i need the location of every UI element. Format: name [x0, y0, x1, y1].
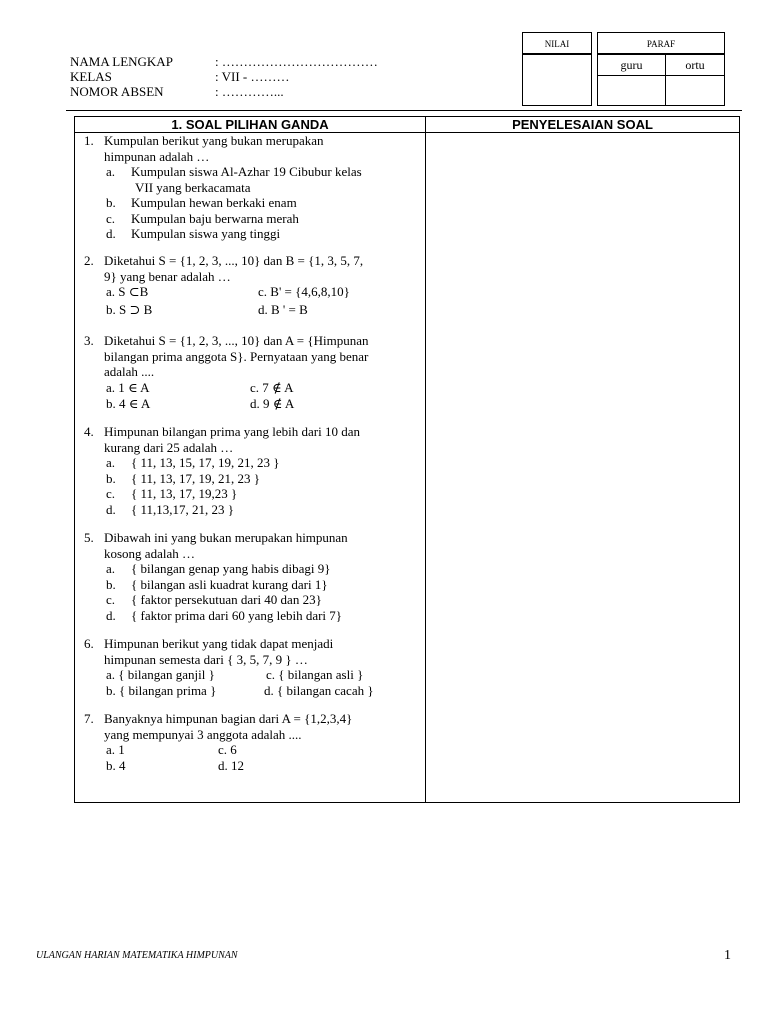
question-text: bilangan prima anggota S}. Pernyataan yang benar [104, 348, 369, 364]
guru-header: guru [597, 54, 666, 76]
option-a[interactable]: a. { bilangan ganjil } [106, 667, 215, 682]
option-c[interactable]: c. 6 [218, 742, 237, 757]
option-b[interactable]: b. 4 ∈ A [106, 395, 151, 411]
option-a[interactable]: a. { 11, 13, 15, 17, 19, 21, 23 } [106, 455, 280, 470]
question-text: Himpunan berikut yang tidak dapat menjadi [104, 636, 334, 651]
nilai-header: NILAI [522, 32, 592, 54]
page-number: 1 [724, 948, 731, 963]
option-b[interactable]: b. Kumpulan hewan berkaki enam [106, 195, 297, 210]
option-c[interactable]: c. B' = {4,6,8,10} [258, 284, 350, 299]
question-text: 9} yang benar adalah … [104, 268, 231, 284]
class-field[interactable]: : VII - ……… [215, 69, 290, 84]
question-text: kosong adalah … [104, 545, 195, 561]
question-5 [84, 530, 424, 623]
question-number: 4. [84, 424, 94, 439]
absen-field[interactable]: : …………... [215, 84, 284, 99]
name-label: NAMA LENGKAP [70, 54, 173, 69]
guru-signature-box [597, 75, 666, 106]
question-number: 1. [84, 133, 94, 148]
question-text: yang mempunyai 3 anggota adalah .... [104, 726, 302, 742]
question-number: 5. [84, 530, 94, 545]
question-number: 3. [84, 333, 94, 348]
option-d[interactable]: d. 9 ∉ A [250, 395, 295, 411]
question-number: 7. [84, 711, 94, 726]
name-field[interactable]: : ……………………………… [215, 54, 378, 69]
header-separator [66, 110, 742, 111]
question-text: kurang dari 25 adalah … [104, 439, 234, 455]
ortu-signature-box [665, 75, 725, 106]
option-d[interactable]: d. 12 [218, 757, 244, 773]
question-text: himpunan adalah … [104, 148, 210, 164]
option-a[interactable]: a. { bilangan genap yang habis dibagi 9} [106, 561, 331, 576]
question-text: Kumpulan berikut yang bukan merupakan [104, 133, 324, 148]
option-a[interactable]: a. 1 ∈ A [106, 379, 150, 395]
option-d[interactable]: d. { 11,13,17, 21, 23 } [106, 501, 234, 517]
question-text: himpunan semesta dari { 3, 5, 7, 9 } … [104, 651, 308, 667]
section-title-multiple-choice: 1. SOAL PILIHAN GANDA [171, 117, 329, 132]
option-b[interactable]: b. S ⊃ B [106, 302, 153, 317]
section-title-solutions: PENYELESAIAN SOAL [512, 117, 653, 132]
question-4 [84, 424, 424, 517]
question-text: Banyaknya himpunan bagian dari A = {1,2,3,4} [104, 711, 353, 726]
question-text: Diketahui S = {1, 2, 3, ..., 10} dan A = {Himpunan [104, 333, 369, 348]
option-d[interactable]: d. { faktor prima dari 60 yang lebih dari 7} [106, 607, 343, 623]
option-a-continued: VII yang berkacamata [135, 179, 251, 195]
question-text: adalah .... [104, 364, 155, 379]
question-6 [84, 636, 424, 698]
footer-title: ULANGAN HARIAN MATEMATIKA HIMPUNAN [36, 950, 238, 961]
question-number: 2. [84, 253, 94, 268]
ortu-header: ortu [665, 54, 725, 76]
question-number: 6. [84, 636, 94, 651]
option-c[interactable]: c. Kumpulan baju berwarna merah [106, 210, 299, 226]
option-b[interactable]: b. { 11, 13, 17, 19, 21, 23 } [106, 470, 260, 486]
option-d[interactable]: d. B ' = B [258, 302, 308, 317]
option-a[interactable]: a. 1 [106, 742, 125, 757]
option-a[interactable]: a. S ⊂B [106, 284, 149, 299]
option-c[interactable]: c. { 11, 13, 17, 19,23 } [106, 486, 238, 501]
option-b[interactable]: b. { bilangan prima } [106, 682, 217, 698]
question-text: Diketahui S = {1, 2, 3, ..., 10} dan B = {1, 3, 5, 7, [104, 253, 364, 268]
solution-area[interactable] [427, 134, 738, 801]
option-b[interactable]: b. { bilangan asli kuadrat kurang dari 1} [106, 576, 328, 592]
option-c[interactable]: c. { bilangan asli } [266, 667, 364, 682]
option-b[interactable]: b. 4 [106, 757, 126, 773]
nilai-box [522, 54, 592, 106]
absen-label: NOMOR ABSEN [70, 84, 164, 99]
option-c[interactable]: c. { faktor persekutuan dari 40 dan 23} [106, 592, 322, 607]
option-a[interactable]: a. Kumpulan siswa Al-Azhar 19 Cibubur kelas [106, 164, 362, 179]
question-3 [84, 333, 424, 412]
question-text: Dibawah ini yang bukan merupakan himpunan [104, 530, 348, 545]
question-2 [84, 253, 424, 320]
class-label: KELAS [70, 69, 112, 84]
question-1 [84, 133, 424, 242]
option-d[interactable]: d. { bilangan cacah } [264, 682, 374, 698]
question-7 [84, 711, 424, 773]
table-column-divider [425, 116, 426, 803]
question-text: Himpunan bilangan prima yang lebih dari 10 dan [104, 424, 360, 439]
paraf-header: PARAF [597, 32, 725, 54]
option-d[interactable]: d. Kumpulan siswa yang tinggi [106, 226, 281, 241]
option-c[interactable]: c. 7 ∉ A [250, 379, 294, 395]
